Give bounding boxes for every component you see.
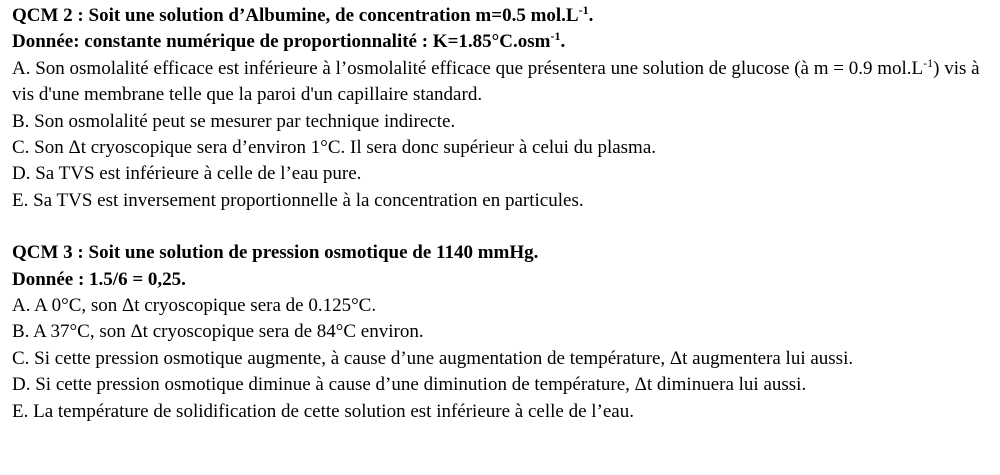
qcm-2-option-b: B. Son osmolalité peut se mesurer par technique indirecte. xyxy=(12,110,456,132)
qcm-3-option-c: C. Si cette pression osmotique augmente, à cause d’une augmentation de température, Δt augmentera lui aussi. xyxy=(12,347,854,369)
qcm-2-data-superscript: -1 xyxy=(550,29,561,44)
qcm-2-data-end: . xyxy=(560,31,566,53)
qcm-3-option-d: D. Si cette pression osmotique diminue à cause d’une diminution de température, Δt diminuera lui aussi. xyxy=(12,374,807,396)
qcm-2-data-text: Donnée: constante numérique de proportionnalité : K=1.85°C.osm xyxy=(12,31,551,53)
qcm-2-title-text: QCM 2 : Soit une solution d’Albumine, de concentration m=0.5 mol.L xyxy=(12,5,579,26)
qcm-2-option-a-text: A. Son osmolalité efficace est inférieure à l’osmolalité efficace que présentera une solution de glucose (à m = 0.9 mol.L xyxy=(12,57,924,79)
qcm-3-option-b: B. A 37°C, son Δt cryoscopique sera de 84°C environ. xyxy=(12,321,424,343)
qcm-3 xyxy=(12,240,1000,425)
qcm-2-title-superscript: -1 xyxy=(578,3,589,17)
qcm-3-option-e: E. La température de solidification de cette solution est inférieure à celle de l’eau. xyxy=(12,400,634,422)
qcm-2-title xyxy=(12,3,1000,29)
qcm-2-option-d: D. Sa TVS est inférieure à celle de l’eau pure. xyxy=(12,163,362,185)
qcm-2-data xyxy=(12,29,1000,55)
qcm-2-option-a-superscript: -1 xyxy=(923,55,934,70)
qcm-3-title: QCM 3 : Soit une solution de pression osmotique de 1140 mmHg. xyxy=(12,242,539,264)
qcm-2-title-end: . xyxy=(588,5,594,26)
qcm-2 xyxy=(12,3,1000,214)
qcm-2-option-c: C. Son Δt cryoscopique sera d’environ 1°C. Il sera donc supérieur à celui du plasma. xyxy=(12,137,657,159)
qcm-2-option-e: E. Sa TVS est inversement proportionnelle à la concentration en particules. xyxy=(12,189,584,211)
qcm-2-option-a-end: ) vis à vis d'une membrane telle que la paroi d'un capillaire standard. xyxy=(12,57,980,106)
qcm-3-option-a: A. A 0°C, son Δt cryoscopique sera de 0.125°C. xyxy=(12,295,377,317)
qcm-2-option-a xyxy=(12,56,982,109)
qcm-3-data: Donnée : 1.5/6 = 0,25. xyxy=(12,268,186,290)
